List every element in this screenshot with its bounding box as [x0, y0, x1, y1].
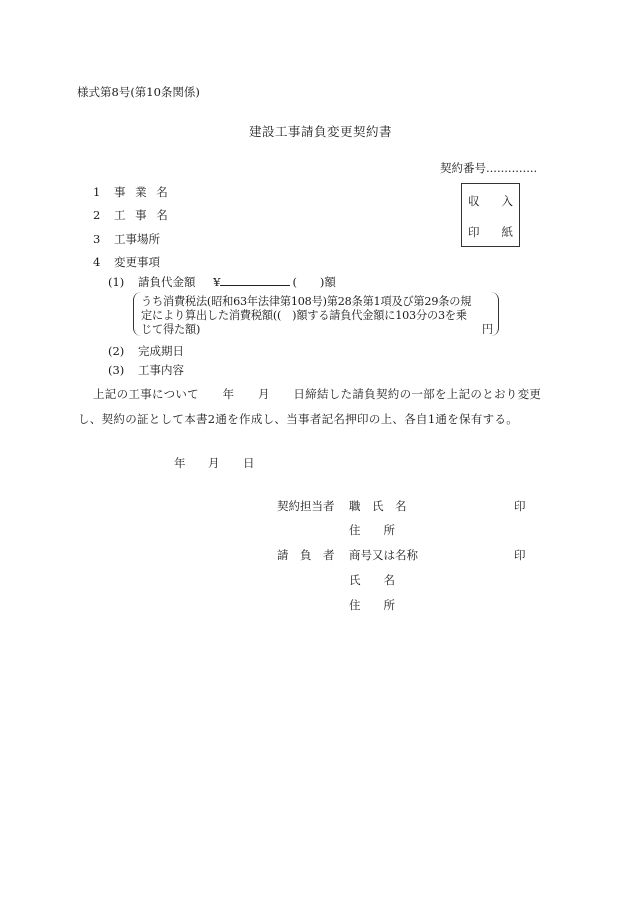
contract-number-label: 契約番号 — [440, 161, 486, 175]
tax-note-bracket — [133, 292, 499, 336]
tax-note-line-2: 定により算出した消費税額(( )額する請負代金額に103分の3を乗 — [141, 309, 467, 322]
tax-note-line-1: うち消費税法(昭和63年法律第108号)第28条第1項及び第29条の規 — [141, 295, 472, 308]
date-month: 月 — [208, 456, 220, 470]
sub-item-number: (3) — [108, 363, 125, 377]
contractor-role: 請 負 者 — [277, 548, 335, 562]
amount-blank-line[interactable] — [220, 274, 290, 286]
form-id: 様式第8号(第10条関係) — [77, 85, 200, 99]
officer-role: 契約担当者 — [277, 499, 335, 513]
item-number: 3 — [93, 232, 101, 246]
sub-item-completion-date — [108, 345, 184, 359]
item-number: 1 — [93, 185, 101, 199]
stamp-char-2: 入 — [501, 194, 513, 208]
body-line-1: 上記の工事について 年 月 日締結した請負契約の一部を上記のとおり変更 — [93, 387, 542, 401]
item-label: 工 事 名 — [113, 208, 171, 222]
item-work-location — [93, 233, 160, 247]
sub-item-label: 工事内容 — [137, 363, 184, 377]
item-number: 4 — [93, 255, 101, 269]
contractor-address-label: 住 所 — [349, 598, 395, 612]
item-project-name — [93, 186, 171, 200]
tax-note-line-3: じて得た額) — [141, 323, 201, 336]
sub-item-number: (1) — [108, 275, 125, 289]
stamp-char-1: 収 — [468, 194, 480, 208]
item-change-matters — [93, 256, 160, 270]
item-number: 2 — [93, 208, 101, 222]
tax-yen-unit: 円 — [482, 323, 493, 336]
date-year: 年 — [174, 456, 186, 470]
revenue-stamp-box — [461, 183, 520, 247]
officer-address-label: 住 所 — [349, 523, 395, 537]
stamp-char-3: 印 — [468, 225, 480, 239]
item-label: 変更事項 — [113, 255, 160, 269]
item-label: 事 業 名 — [113, 185, 171, 199]
amount-paren-label: ( )額 — [292, 275, 336, 289]
body-line-2: し、契約の証として本書2通を作成し、当事者記名押印の上、各自1通を保有する。 — [78, 412, 519, 426]
contract-number-field[interactable] — [440, 162, 537, 176]
officer-title-name-label: 職 氏 名 — [349, 499, 407, 513]
item-label: 工事場所 — [113, 232, 160, 246]
sub-item-work-content — [108, 364, 184, 378]
document-title: 建設工事請負変更契約書 — [249, 124, 393, 139]
officer-seal: 印 — [514, 499, 526, 513]
contractor-name-label: 氏 名 — [349, 573, 395, 587]
sub-item-number: (2) — [108, 344, 125, 358]
yen-symbol: ¥ — [213, 275, 221, 289]
contractor-seal: 印 — [514, 548, 526, 562]
sub-item-contract-amount — [108, 274, 336, 290]
item-work-name — [93, 209, 171, 223]
sub-item-label: 完成期日 — [137, 344, 184, 358]
sub-item-label: 請負代金額 — [137, 275, 196, 289]
stamp-char-4: 紙 — [501, 225, 513, 239]
contract-number-dots: .............. — [486, 161, 538, 175]
date-day: 日 — [243, 456, 255, 470]
contractor-trade-name-label: 商号又は名称 — [349, 548, 418, 562]
